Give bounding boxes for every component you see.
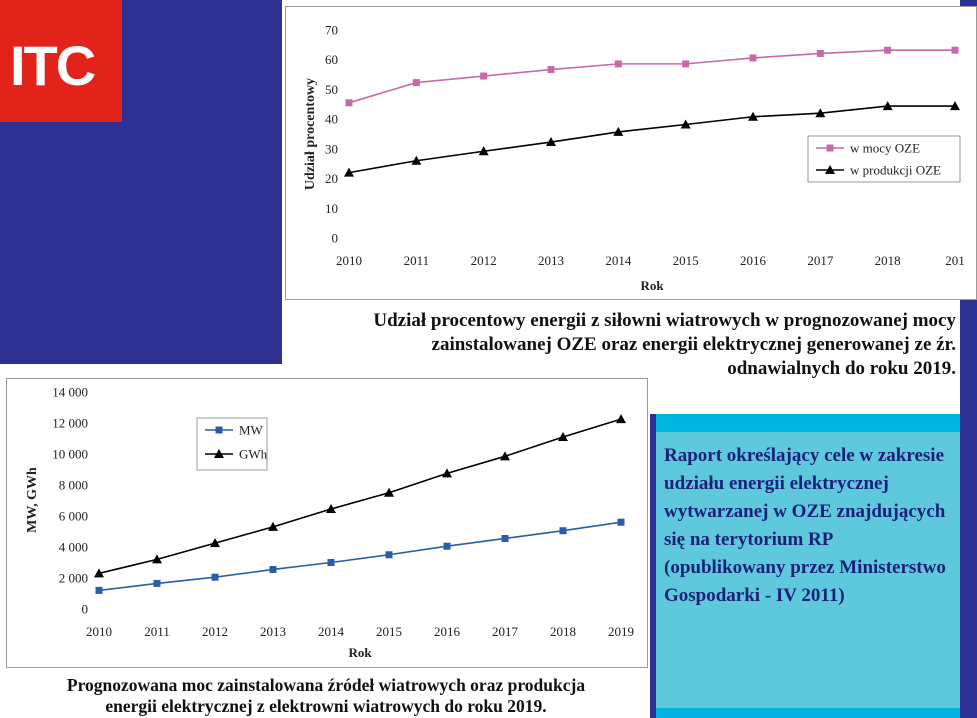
data-point <box>548 66 555 73</box>
x-tick-label: 2018 <box>550 624 576 639</box>
top-chart-title-line: zainstalowanej OZE oraz energii elektrycznej generowanej ze źr. <box>431 334 956 355</box>
y-axis-label: Udział procentowy <box>303 77 318 191</box>
data-point <box>884 47 891 54</box>
x-tick-label: 2011 <box>144 624 170 639</box>
bottom-chart-title-line: energii elektrycznej z elektrowni wiatrowych do roku 2019. <box>105 696 547 716</box>
y-tick-label: 60 <box>325 52 338 68</box>
x-tick-label: 2013 <box>260 624 286 639</box>
data-point <box>817 50 824 57</box>
x-tick-label: 2011 <box>403 253 430 268</box>
data-point <box>618 519 625 526</box>
y-tick-label: 30 <box>325 141 338 157</box>
data-point <box>615 60 622 67</box>
data-point <box>96 587 103 594</box>
data-point <box>616 414 626 423</box>
x-tick-label: 2010 <box>86 624 112 639</box>
top-chart-title-line: Udział procentowy energii z siłowni wiatrowych w prognozowanej mocy <box>373 310 956 331</box>
x-axis-label: Rok <box>640 278 664 293</box>
x-tick-label: 2018 <box>874 253 901 268</box>
y-tick-label: 6 000 <box>58 508 88 524</box>
y-tick-label: 2 000 <box>58 570 88 586</box>
data-point <box>212 574 219 581</box>
data-point <box>328 559 335 566</box>
x-tick-label: 2015 <box>672 253 699 268</box>
data-point <box>502 535 509 542</box>
x-tick-label: 2015 <box>376 624 402 639</box>
top-chart-title <box>276 309 956 381</box>
report-description: Raport określający cele w zakresie udziału energii elektrycznej wytwarzanej w OZE znajdujących się na terytorium RP (opublikowany przez Ministerstwo Gospodarki - IV 2011) <box>664 445 946 606</box>
data-point <box>386 551 393 558</box>
x-tick-label: 2012 <box>202 624 228 639</box>
legend-marker <box>216 427 223 434</box>
x-tick-label: 2016 <box>740 253 766 268</box>
y-tick-label: 70 <box>325 22 338 38</box>
data-point <box>682 60 689 67</box>
bottom-chart-title <box>6 675 646 717</box>
y-tick-label: 10 000 <box>52 446 88 462</box>
x-tick-label: 2012 <box>470 253 497 268</box>
top-chart-title-line: odnawialnych do roku 2019. <box>727 358 956 379</box>
x-tick-label: 2016 <box>434 624 460 639</box>
data-point <box>346 99 353 106</box>
x-tick-label: 201 <box>945 253 965 268</box>
data-point <box>444 543 451 550</box>
legend-label: w produkcji OZE <box>850 162 941 178</box>
y-tick-label: 14 000 <box>52 384 88 400</box>
data-point <box>750 54 757 61</box>
y-tick-label: 10 <box>325 200 338 216</box>
data-point <box>154 580 161 587</box>
x-axis-label: Rok <box>348 645 372 660</box>
legend-marker <box>827 145 834 152</box>
legend-label: MW <box>239 422 263 438</box>
x-tick-label: 2019 <box>608 624 634 639</box>
y-tick-label: 20 <box>325 171 338 187</box>
series-line <box>99 522 621 590</box>
itc-logo-text: ITC <box>10 34 95 97</box>
data-point <box>952 47 959 54</box>
y-tick-label: 4 000 <box>58 539 88 555</box>
y-tick-label: 0 <box>81 601 88 617</box>
series-line <box>349 50 955 103</box>
y-axis-label: MW, GWh <box>25 467 40 533</box>
y-tick-label: 40 <box>325 111 338 127</box>
y-tick-label: 8 000 <box>58 477 88 493</box>
x-tick-label: 2014 <box>605 253 632 268</box>
y-tick-label: 50 <box>325 81 338 97</box>
x-tick-label: 2014 <box>318 624 344 639</box>
data-point <box>480 73 487 80</box>
x-tick-label: 2013 <box>538 253 564 268</box>
x-tick-label: 2017 <box>492 624 518 639</box>
x-tick-label: 2017 <box>807 253 834 268</box>
data-point <box>560 527 567 534</box>
bottom-chart-title-line: Prognozowana moc zainstalowana źródeł wiatrowych oraz produkcja <box>66 675 586 695</box>
legend-label: w mocy OZE <box>850 140 921 156</box>
y-tick-label: 12 000 <box>52 415 88 431</box>
data-point <box>413 79 420 86</box>
legend-label: GWh <box>239 446 268 462</box>
series-line <box>99 419 621 573</box>
data-point <box>270 566 277 573</box>
x-tick-label: 2010 <box>336 253 362 268</box>
y-tick-label: 0 <box>331 230 338 246</box>
